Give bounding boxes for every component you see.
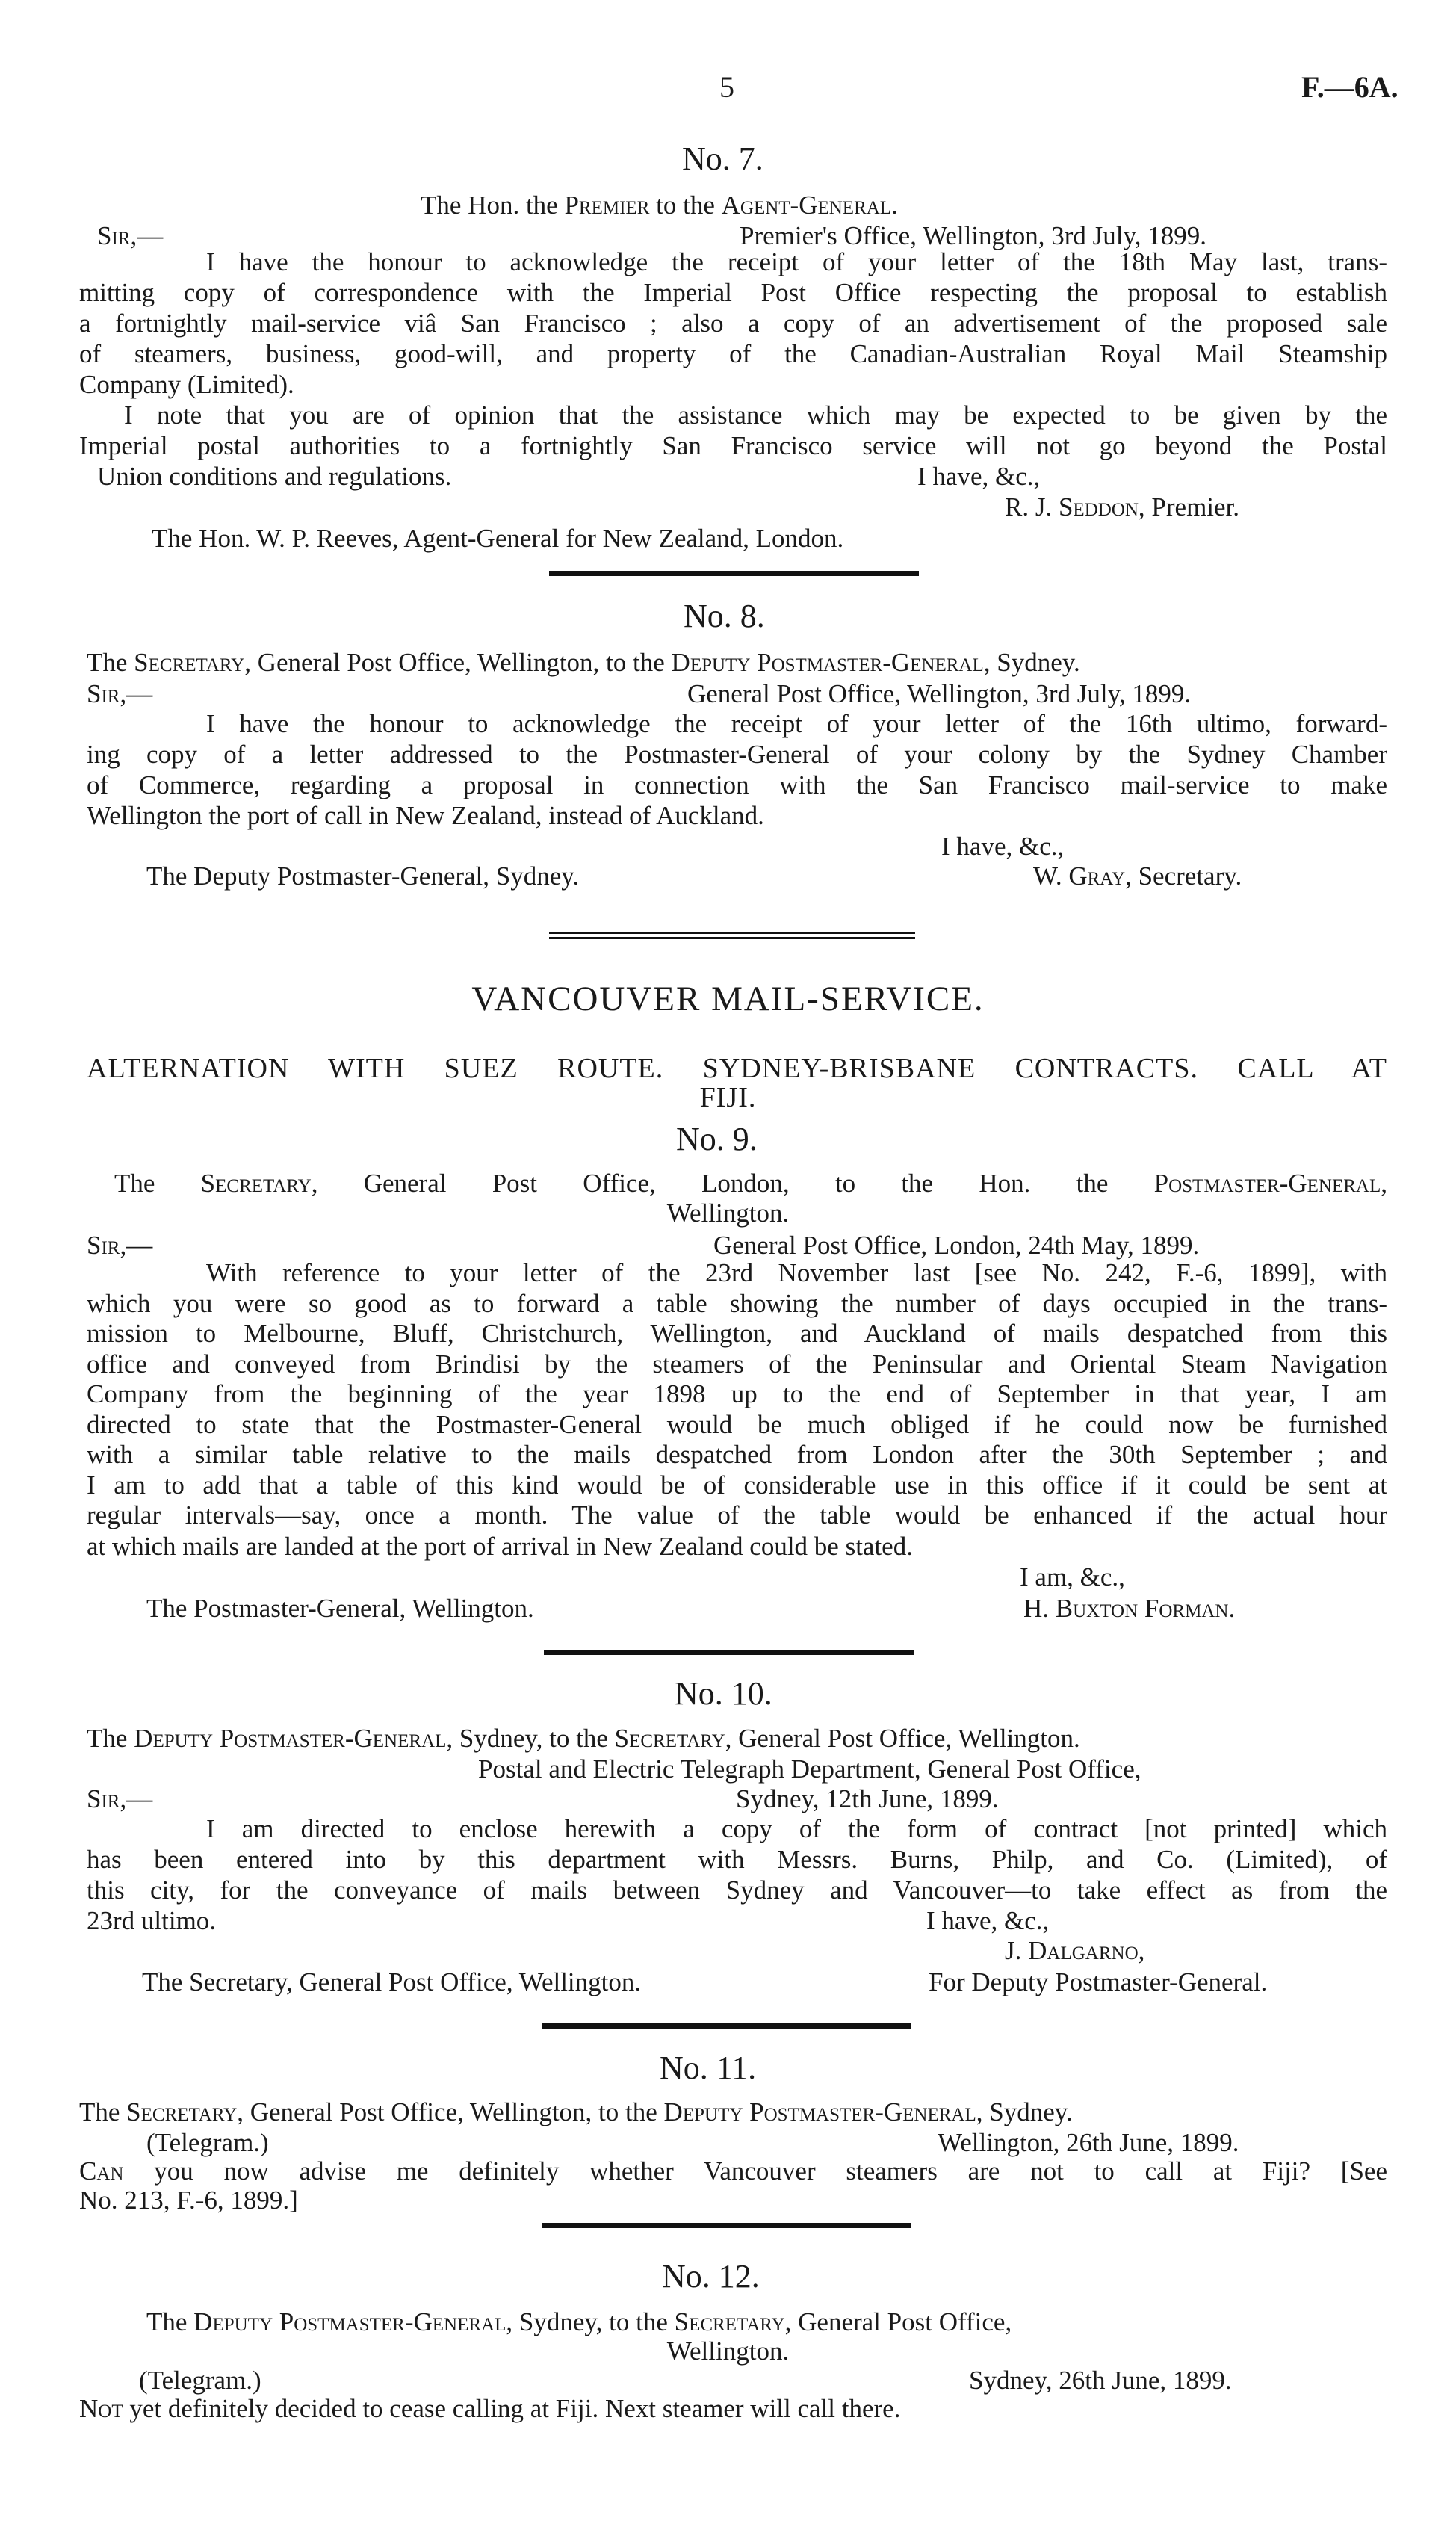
section-subheading: ALTERNATION WITH SUEZ ROUTE. SYDNEY-BRISBANE CONTRACTS. CALL AT — [87, 1053, 1387, 1084]
letter-10-salutation: Sir,— — [87, 1784, 153, 1813]
letter-10-closing: I have, &c., — [926, 1906, 1050, 1935]
letter-8-paragraph-1-end: Wellington the port of call in New Zealand, instead of Auckland. — [87, 801, 764, 830]
letter-number-9: No. 9. — [676, 1121, 758, 1157]
letter-10-addressee: The Secretary, General Post Office, Wellington. — [142, 1967, 642, 1996]
section-rule — [549, 571, 919, 576]
letter-11-body: Can you now advise me definitely whether Vancouver steamers are not to call at Fiji? [See — [79, 2156, 1387, 2186]
letter-number-8: No. 8. — [684, 598, 765, 634]
letter-12-route: The Deputy Postmaster-General, Sydney, to the Secretary, General Post Office, — [146, 2307, 1012, 2336]
letter-10-signature-title: For Deputy Postmaster-General. — [929, 1967, 1268, 1996]
letter-number-12: No. 12. — [662, 2258, 760, 2295]
section-subheading-continued: FIJI. — [699, 1082, 757, 1113]
letter-11-route: The Secretary, General Post Office, Wellington, to the Deputy Postmaster-General, Sydney. — [79, 2097, 1073, 2126]
letter-12-place-date: Sydney, 26th June, 1899. — [969, 2366, 1232, 2395]
letter-9-place-date: General Post Office, London, 24th May, 1899. — [713, 1231, 1200, 1260]
letter-7-salutation: Sir,— — [97, 221, 164, 250]
letter-8-place-date: General Post Office, Wellington, 3rd July, 1899. — [687, 679, 1192, 708]
letter-10-paragraph-1: I am directed to enclose herewith a copy of the form of contract [not printed] which has been entered into by this department with Messrs. Burns, Philp, and Co. (Limited), of this city, for the conveyance of mails between Sydney and Vancouver—to take effect as from the — [87, 1814, 1387, 1905]
letter-7-route: The Hon. the Premier to the Agent-General. — [421, 191, 898, 220]
document-reference: F.—6A. — [1301, 70, 1398, 104]
section-rule — [542, 2223, 911, 2228]
letter-7-place-date: Premier's Office, Wellington, 3rd July, 1899. — [740, 221, 1206, 250]
letter-number-7: No. 7. — [682, 140, 763, 177]
letter-8-signature: W. Gray, Secretary. — [1033, 862, 1242, 891]
letter-9-paragraph-1-end: at which mails are landed at the port of arrival in New Zealand could be stated. — [87, 1532, 913, 1561]
letter-12-telegram-label: (Telegram.) — [139, 2366, 261, 2395]
letter-10-route: The Deputy Postmaster-General, Sydney, to the Secretary, General Post Office, Wellington. — [87, 1724, 1080, 1753]
letter-number-11: No. 11. — [660, 2050, 757, 2086]
letter-12-route-continued: Wellington. — [666, 2336, 790, 2366]
letter-9-route: The Secretary, General Post Office, London, to the Hon. the Postmaster-General, — [114, 1169, 1388, 1198]
double-rule — [549, 932, 915, 939]
letter-9-salutation: Sir,— — [87, 1231, 153, 1260]
letter-9-signature: H. Buxton Forman. — [1023, 1594, 1236, 1623]
letter-11-place-date: Wellington, 26th June, 1899. — [938, 2128, 1239, 2157]
letter-7-paragraph-2-end: Union conditions and regulations. — [97, 462, 452, 491]
letter-9-paragraph-1: With reference to your letter of the 23rd November last [see No. 242, F.-6, 1899], with which you were so good as to forward a table showing the number of days occupied in the trans- mission to Melbourne, Bluff, Christchurch, Wellington, and Auckland of mails despatched from this office and conveyed from Brindisi by the steamers of the Peninsular and Oriental Steam Navigation Company from the beginning of the year 1898 up to the end of September in that year, I am directed to state that the Postmaster-General would be much obliged if he could now be furnished with a similar table relative to the mails despatched from London after the 30th September ; and I am to add that a table of this kind would be of considerable use in this office if it could be sent at regular intervals—say, once a month. The value of the table would be enhanced if the actual hour — [87, 1258, 1387, 1529]
letter-9-closing: I am, &c., — [1020, 1562, 1125, 1592]
letter-10-paragraph-1-end: 23rd ultimo. — [87, 1906, 217, 1935]
letter-9-addressee: The Postmaster-General, Wellington. — [146, 1594, 534, 1623]
letter-7-paragraph-2: I note that you are of opinion that the assistance which may be expected to be given by the Imperial postal authorities to a fortnightly San Francisco service will not go beyond the Postal — [79, 400, 1387, 460]
letter-8-paragraph-1: I have the honour to acknowledge the receipt of your letter of the 16th ultimo, forward- ing copy of a letter addressed to the Postmaster-General of your colony by the Sydney Chamber of Commerce, regarding a proposal in connection with the San Francisco mail-service to make — [87, 709, 1387, 799]
letter-12-body: Not yet definitely decided to cease calling at Fiji. Next steamer will call there. — [79, 2394, 901, 2423]
letter-8-route: The Secretary, General Post Office, Wellington, to the Deputy Postmaster-General, Sydney. — [87, 648, 1080, 677]
letter-10-signature: J. Dalgarno, — [1005, 1936, 1145, 1965]
letter-8-salutation: Sir,— — [87, 679, 153, 708]
letter-11-body-continued: No. 213, F.-6, 1899.] — [79, 2186, 298, 2215]
letter-11-telegram-label: (Telegram.) — [146, 2128, 269, 2157]
letter-7-closing: I have, &c., — [917, 462, 1041, 491]
letter-number-10: No. 10. — [675, 1675, 772, 1712]
letter-7-addressee: The Hon. W. P. Reeves, Agent-General for New Zealand, London. — [152, 524, 844, 553]
letter-10-office: Postal and Electric Telegraph Department, General Post Office, — [478, 1754, 1141, 1784]
letter-7-paragraph-1: I have the honour to acknowledge the receipt of your letter of the 18th May last, trans- mitting copy of correspondence with the Imperial Post Office respecting the proposal to establish a fortnightly mail-service viâ San Francisco ; also a copy of an advertisement of the proposed sale of steamers, business, good-will, and property of the Canadian-Australian Royal Mail Steamship Company (Limited). — [79, 247, 1387, 399]
letter-9-route-continued: Wellington. — [666, 1198, 790, 1228]
letter-7-signature: R. J. Seddon, Premier. — [1005, 492, 1240, 522]
section-rule — [544, 1650, 914, 1655]
letter-8-addressee: The Deputy Postmaster-General, Sydney. — [146, 862, 580, 891]
section-heading: VANCOUVER MAIL-SERVICE. — [471, 980, 985, 1018]
letter-10-place-date: Sydney, 12th June, 1899. — [736, 1784, 999, 1813]
letter-8-closing: I have, &c., — [941, 832, 1065, 861]
section-rule — [542, 2023, 911, 2029]
page-number: 5 — [719, 70, 734, 104]
